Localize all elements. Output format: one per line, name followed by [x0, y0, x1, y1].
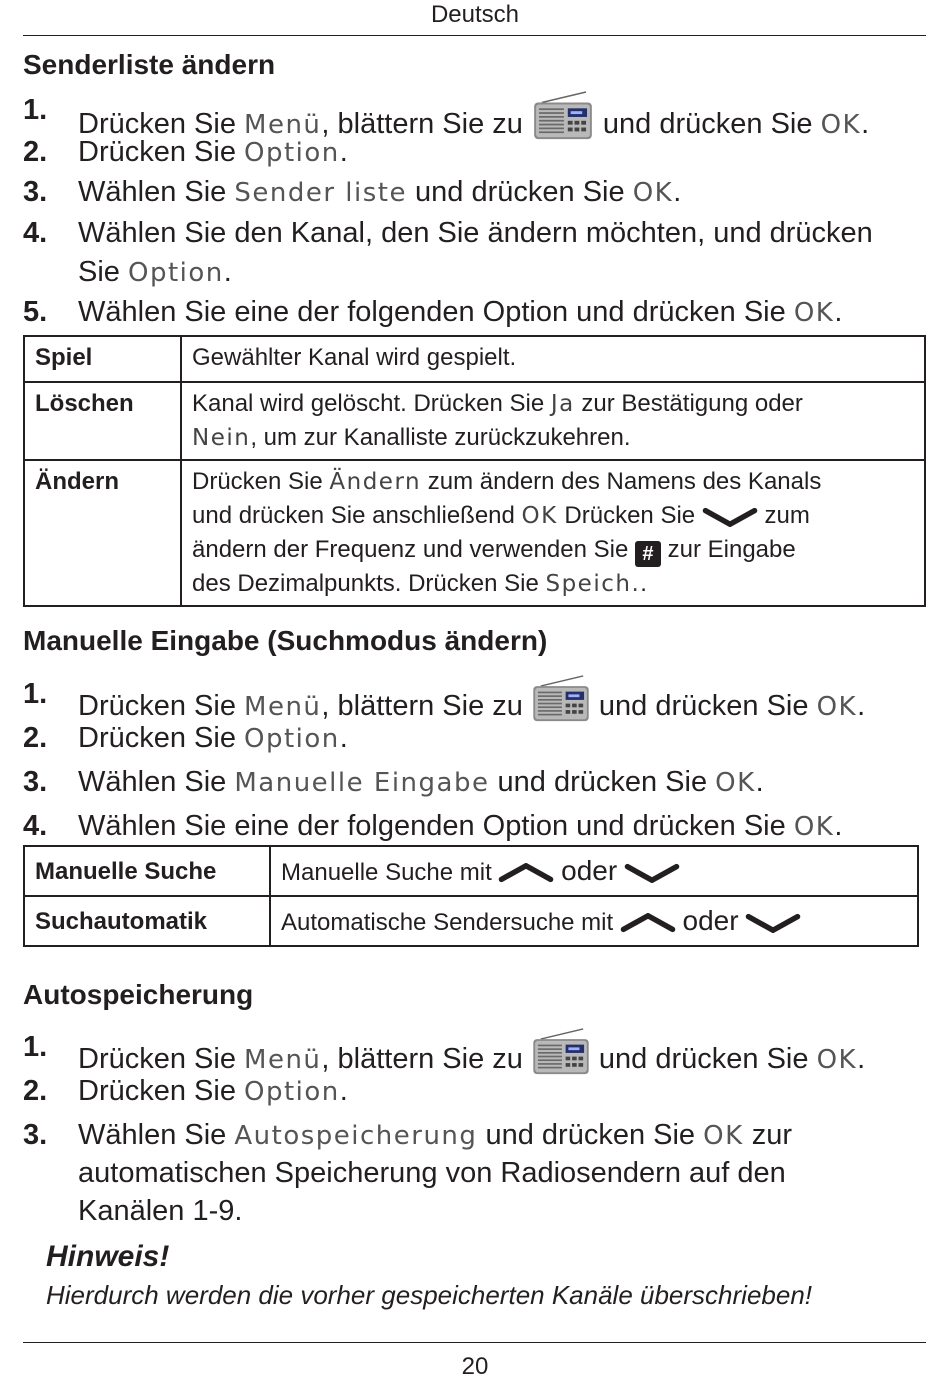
ok-key: OK: [521, 503, 558, 529]
step-number: 3.: [23, 1119, 48, 1151]
chevron-up-icon: [620, 913, 676, 933]
header-rule: [23, 35, 926, 36]
option-desc: Automatische Sendersuche mit oder: [270, 896, 918, 946]
table-row: [24, 336, 925, 382]
step-text: Drücken Sie Menü, blättern Sie zu und drücken Sie OK.: [78, 91, 869, 144]
chevron-up-icon: [498, 863, 554, 883]
step-number: 1.: [23, 678, 48, 710]
chevron-down-icon: [702, 507, 758, 527]
option-key: Suchautomatik: [24, 896, 270, 946]
step-text: Wählen Sie Autospeicherung und drücken Sie OK zur: [78, 1119, 792, 1151]
step-number: 2.: [23, 722, 48, 754]
ok-key: OK: [632, 178, 674, 208]
option-desc: Drücken Sie Ändern zum ändern des Namens des Kanals und drücken Sie anschließend OK Drücken Sie zum ändern der Frequenz und verwenden Sie # zur Eingabe des Dezimalpunkts. Drücken Sie Speich..: [181, 460, 925, 606]
option-desc: Kanal wird gelöscht. Drücken Sie Ja zur Bestätigung oder Nein, um zur Kanalliste zurückzukehren.: [181, 382, 925, 460]
table-row: [24, 896, 918, 946]
option-key: Ändern: [24, 460, 181, 606]
step-text: Wählen Sie Manuelle Eingabe und drücken Sie OK.: [78, 766, 764, 798]
step-text: Drücken Sie Option.: [78, 722, 348, 754]
ok-key: OK: [715, 768, 756, 798]
step-text: Wählen Sie den Kanal, den Sie ändern möchten, und drücken: [78, 217, 873, 249]
display-nein: Nein: [192, 425, 251, 451]
display-option: Option: [244, 1077, 340, 1107]
note-title: Hinweis!: [46, 1240, 170, 1273]
table-row: [24, 382, 925, 460]
footer-rule: [23, 1342, 926, 1343]
table-row: [24, 846, 918, 896]
ok-key: OK: [816, 692, 858, 722]
step-number: 5.: [23, 296, 48, 328]
display-ja: Ja: [550, 391, 575, 417]
step-number: 4.: [23, 217, 48, 249]
step-number: 2.: [23, 136, 48, 168]
display-option: Option: [127, 258, 224, 288]
page-header-language: Deutsch: [430, 1, 520, 28]
step-text-cont: automatischen Speicherung von Radiosendern auf den: [78, 1157, 786, 1189]
radio-icon: [531, 675, 591, 723]
step-number: 1.: [23, 94, 48, 126]
display-speich: Speich.: [545, 571, 641, 597]
options-table-suchmodus: [23, 845, 919, 947]
hash-key-icon: #: [635, 541, 661, 567]
step-text-cont: Kanälen 1-9.: [78, 1195, 243, 1227]
ok-key: OK: [816, 1045, 858, 1075]
step-text: Drücken Sie Option.: [78, 136, 348, 168]
option-desc: Gewählter Kanal wird gespielt.: [181, 336, 925, 382]
display-menu: Menü: [244, 1045, 322, 1075]
option-key: Manuelle Suche: [24, 846, 270, 896]
option-key: Spiel: [24, 336, 181, 382]
ok-key: OK: [703, 1121, 744, 1151]
display-menu: Menü: [244, 110, 322, 140]
step-text: Wählen Sie eine der folgenden Option und drücken Sie OK.: [78, 810, 843, 842]
option-desc: Manuelle Suche mit oder: [270, 846, 918, 896]
section-title-manuelle-eingabe: Manuelle Eingabe (Suchmodus ändern): [23, 625, 548, 656]
page-number: 20: [461, 1353, 489, 1380]
display-menu: Menü: [244, 692, 322, 722]
step-text-cont: Sie Option.: [78, 256, 232, 288]
note-text: Hierdurch werden die vorher gespeicherten Kanäle überschrieben!: [46, 1280, 813, 1310]
section-title-senderliste: Senderliste ändern: [23, 49, 276, 80]
radio-icon: [531, 91, 595, 141]
step-number: 4.: [23, 810, 48, 842]
step-text: Drücken Sie Menü, blättern Sie zu und drücken Sie OK.: [78, 1028, 865, 1079]
step-text: Wählen Sie Sender liste und drücken Sie OK.: [78, 176, 682, 208]
step-number: 3.: [23, 766, 48, 798]
options-table-senderliste: [23, 335, 926, 607]
option-key: Löschen: [24, 382, 181, 460]
step-number: 1.: [23, 1031, 48, 1063]
chevron-down-icon: [624, 863, 680, 883]
display-option: Option: [244, 724, 340, 754]
section-title-autospeicherung: Autospeicherung: [23, 979, 254, 1010]
display-aendern: Ändern: [329, 469, 422, 495]
step-text: Drücken Sie Option.: [78, 1075, 348, 1107]
display-autospeicherung: Autospeicherung: [234, 1121, 478, 1151]
radio-icon: [531, 1028, 591, 1076]
ok-key: OK: [793, 298, 835, 328]
step-text: Wählen Sie eine der folgenden Option und drücken Sie OK.: [78, 296, 843, 328]
chevron-down-icon: [745, 913, 801, 933]
display-sender-liste: Sender liste: [234, 178, 407, 208]
display-manuelle-eingabe: Manuelle Eingabe: [234, 768, 490, 798]
ok-key: OK: [793, 812, 835, 842]
step-number: 2.: [23, 1075, 48, 1107]
display-option: Option: [244, 138, 340, 168]
table-row: [24, 460, 925, 606]
step-number: 3.: [23, 176, 48, 208]
ok-key: OK: [820, 110, 862, 140]
step-text: Drücken Sie Menü, blättern Sie zu und drücken Sie OK.: [78, 675, 865, 726]
